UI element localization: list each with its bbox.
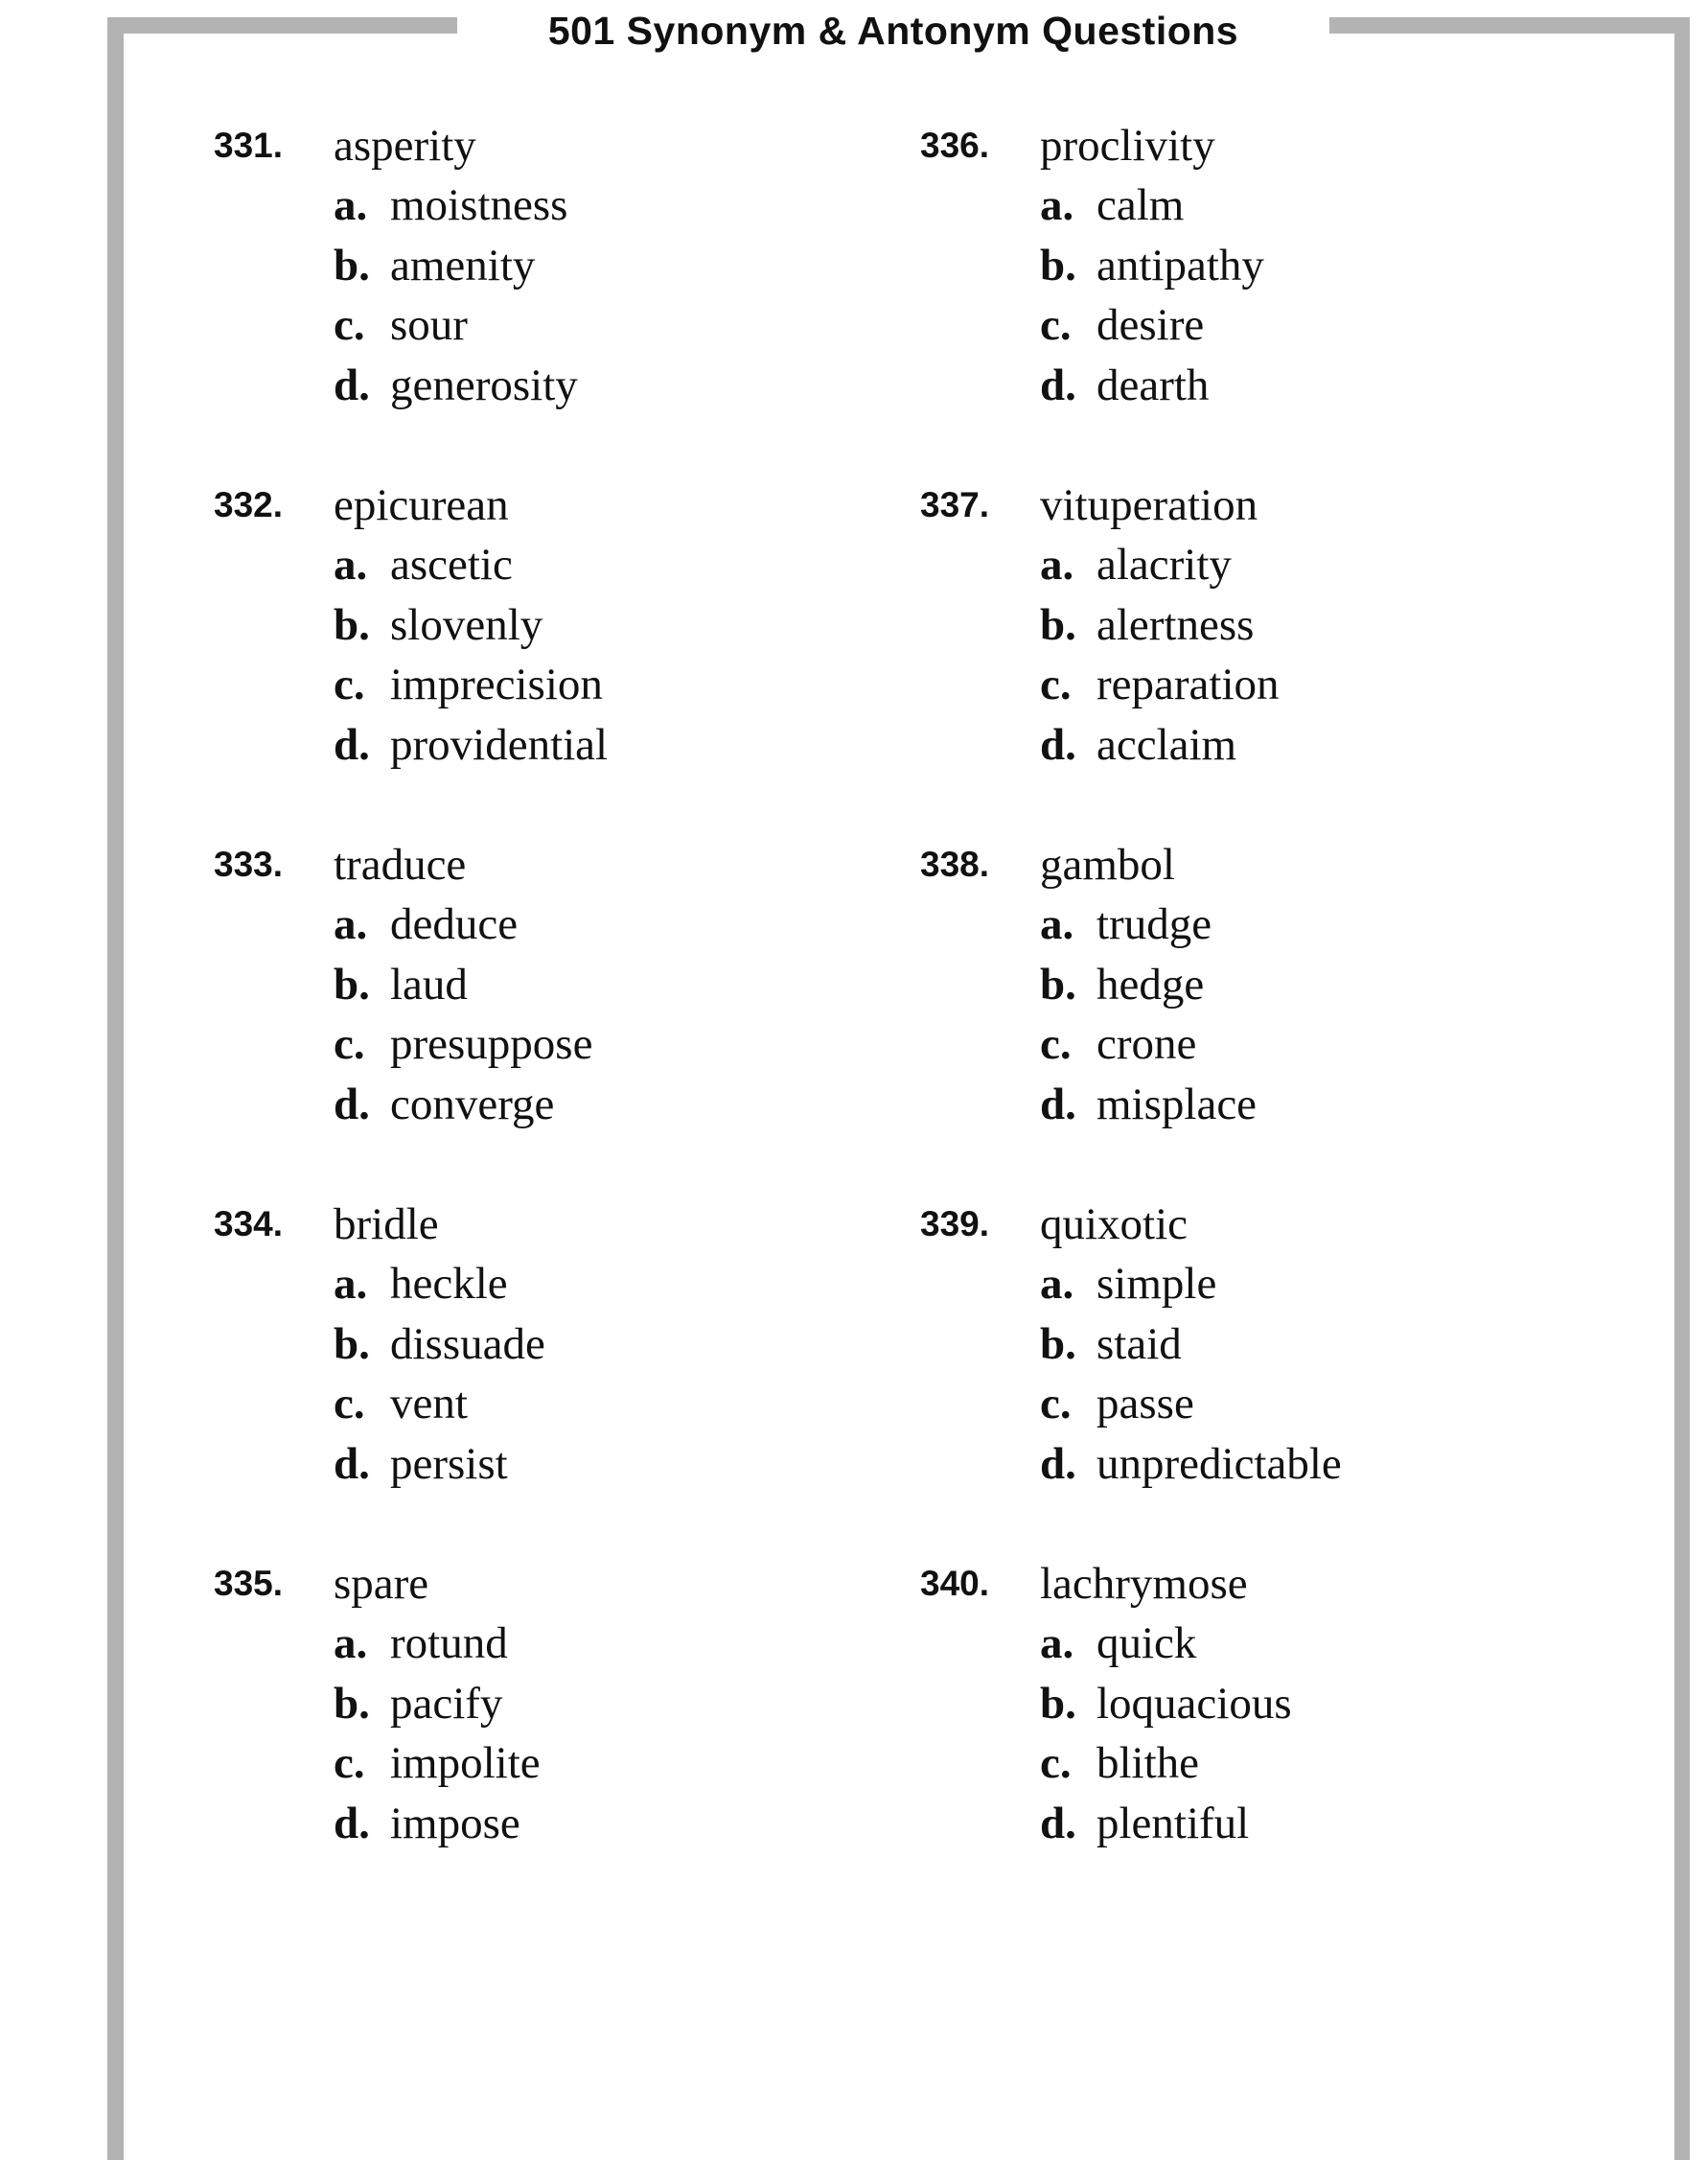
answer-choice <box>1040 1614 1292 1674</box>
choice-text: alacrity <box>1096 540 1232 590</box>
answer-choice <box>334 1434 545 1495</box>
choice-letter: d. <box>1040 360 1076 410</box>
answer-choice <box>334 655 608 715</box>
frame-top-left-bar <box>107 17 457 34</box>
choice-text: pacify <box>390 1678 503 1729</box>
answer-choice <box>334 295 578 356</box>
choice-letter: a. <box>334 899 368 949</box>
choice-text: laud <box>390 959 468 1010</box>
question-word: traduce <box>334 840 467 890</box>
choice-letter: c. <box>334 1019 365 1069</box>
question-number: 339. <box>920 1204 990 1243</box>
choice-letter: d. <box>334 1798 370 1848</box>
choice-letter: b. <box>334 599 370 650</box>
choice-list <box>1040 1614 1292 1853</box>
choice-text: imprecision <box>390 660 603 709</box>
choice-letter: b. <box>1040 959 1076 1010</box>
choice-list <box>334 894 592 1134</box>
question-number: 336. <box>920 126 990 165</box>
choice-text: plentiful <box>1096 1798 1250 1848</box>
answer-choice <box>1040 955 1257 1015</box>
answer-choice <box>1040 236 1264 296</box>
choice-text: sour <box>390 300 468 350</box>
answer-choice <box>334 1014 592 1075</box>
choice-list <box>334 1254 545 1494</box>
answer-choice <box>1040 295 1264 356</box>
question-word: lachrymose <box>1040 1559 1248 1609</box>
choice-text: impose <box>390 1798 520 1848</box>
choice-text: reparation <box>1096 660 1280 709</box>
answer-choice <box>334 535 608 595</box>
question-number: 335. <box>214 1564 284 1603</box>
choice-letter: d. <box>1040 1079 1076 1129</box>
answer-choice <box>334 356 578 416</box>
answer-choice <box>334 955 592 1015</box>
choice-text: hedge <box>1096 959 1205 1010</box>
answer-choice <box>1040 1434 1342 1495</box>
answer-choice <box>1040 894 1257 955</box>
answer-choice <box>1040 1674 1292 1734</box>
answer-choice <box>1040 535 1280 595</box>
choice-letter: b. <box>1040 1678 1076 1729</box>
question-number: 340. <box>920 1564 990 1603</box>
choice-letter: c. <box>1040 660 1072 709</box>
choice-list <box>334 535 608 775</box>
choice-letter: b. <box>334 1318 370 1369</box>
choice-letter: d. <box>1040 1438 1076 1489</box>
choice-letter: b. <box>334 959 370 1010</box>
choice-letter: c. <box>334 1738 365 1788</box>
choice-letter: b. <box>334 240 370 290</box>
choice-text: simple <box>1096 1259 1217 1309</box>
answer-choice <box>1040 655 1280 715</box>
choice-text: misplace <box>1096 1079 1258 1129</box>
choice-letter: d. <box>334 1438 370 1489</box>
answer-choice <box>334 894 592 955</box>
choice-text: dearth <box>1096 360 1210 410</box>
answer-choice <box>334 715 608 776</box>
choice-text: unpredictable <box>1096 1438 1342 1489</box>
question-number: 332. <box>214 485 284 524</box>
answer-choice <box>1040 715 1280 776</box>
choice-letter: c. <box>1040 1738 1072 1788</box>
question-word: bridle <box>334 1199 439 1249</box>
choice-letter: d. <box>1040 719 1076 770</box>
choice-list <box>1040 1254 1342 1494</box>
answer-choice <box>1040 595 1280 656</box>
question-number: 338. <box>920 845 990 884</box>
answer-choice <box>334 1794 541 1854</box>
answer-choice <box>334 1733 541 1794</box>
question-number: 333. <box>214 845 284 884</box>
choice-letter: c. <box>334 660 365 709</box>
question-word: epicurean <box>334 480 509 530</box>
choice-letter: b. <box>334 1678 370 1729</box>
question-word: vituperation <box>1040 480 1258 530</box>
choice-text: crone <box>1096 1019 1197 1069</box>
answer-choice <box>1040 1254 1342 1314</box>
choice-letter: a. <box>1040 1618 1074 1668</box>
question-number: 334. <box>214 1204 284 1243</box>
choice-text: acclaim <box>1096 719 1237 770</box>
choice-letter: a. <box>334 540 368 590</box>
choice-text: presuppose <box>390 1019 593 1069</box>
question-word: asperity <box>334 121 476 171</box>
answer-choice <box>334 1374 545 1434</box>
page-header-title: 501 Synonym & Antonym Questions <box>547 9 1239 53</box>
choice-letter: d. <box>1040 1798 1076 1848</box>
choice-letter: b. <box>1040 240 1076 290</box>
answer-choice <box>1040 175 1264 236</box>
choice-text: moistness <box>390 180 568 230</box>
choice-letter: c. <box>1040 300 1072 350</box>
answer-choice <box>1040 1014 1257 1075</box>
choice-letter: d. <box>334 1079 370 1129</box>
choice-text: staid <box>1096 1318 1182 1369</box>
choice-text: dissuade <box>390 1318 545 1369</box>
answer-choice <box>1040 1794 1292 1854</box>
choice-letter: d. <box>334 360 370 410</box>
question-word: proclivity <box>1040 121 1215 171</box>
choice-text: alertness <box>1096 599 1255 650</box>
choice-letter: a. <box>334 1618 368 1668</box>
question-number: 331. <box>214 126 284 165</box>
choice-letter: c. <box>1040 1019 1072 1069</box>
answer-choice <box>1040 1374 1342 1434</box>
choice-text: antipathy <box>1096 240 1264 290</box>
answer-choice <box>1040 1075 1257 1135</box>
frame-right-bar <box>1674 21 1690 2160</box>
choice-letter: d. <box>334 719 370 770</box>
choice-letter: c. <box>1040 1379 1072 1428</box>
choice-letter: a. <box>1040 180 1074 230</box>
choice-text: vent <box>390 1379 468 1428</box>
choice-list <box>334 1614 541 1853</box>
choice-text: rotund <box>390 1618 508 1668</box>
choice-list <box>1040 175 1264 415</box>
frame-left-bar <box>107 21 124 2160</box>
choice-letter: b. <box>1040 599 1076 650</box>
answer-choice <box>1040 1314 1342 1375</box>
choice-letter: a. <box>334 1259 368 1309</box>
answer-choice <box>334 1674 541 1734</box>
choice-letter: b. <box>1040 1318 1076 1369</box>
choice-text: desire <box>1096 300 1205 350</box>
choice-text: quick <box>1096 1618 1197 1668</box>
answer-choice <box>1040 1733 1292 1794</box>
choice-letter: a. <box>1040 540 1074 590</box>
choice-text: converge <box>390 1079 555 1129</box>
choice-text: passe <box>1096 1379 1194 1428</box>
choice-text: blithe <box>1096 1738 1200 1788</box>
choice-text: persist <box>390 1438 508 1489</box>
choice-text: loquacious <box>1096 1678 1292 1729</box>
choice-text: providential <box>390 719 609 770</box>
choice-text: amenity <box>390 240 536 290</box>
answer-choice <box>1040 356 1264 416</box>
choice-letter: a. <box>1040 1259 1074 1309</box>
choice-text: heckle <box>390 1259 508 1309</box>
question-number: 337. <box>920 485 990 524</box>
choice-list <box>1040 535 1280 775</box>
choice-text: deduce <box>390 899 519 949</box>
choice-list <box>1040 894 1257 1134</box>
choice-list <box>334 175 578 415</box>
answer-choice <box>334 175 578 236</box>
answer-choice <box>334 595 608 656</box>
choice-text: calm <box>1096 180 1185 230</box>
answer-choice <box>334 1075 592 1135</box>
answer-choice <box>334 1254 545 1314</box>
question-word: quixotic <box>1040 1199 1189 1249</box>
choice-text: ascetic <box>390 540 513 590</box>
choice-letter: c. <box>334 300 365 350</box>
choice-letter: a. <box>334 180 368 230</box>
answer-choice <box>334 236 578 296</box>
question-word: gambol <box>1040 840 1175 890</box>
choice-text: generosity <box>390 360 578 410</box>
question-word: spare <box>334 1559 429 1609</box>
choice-letter: a. <box>1040 899 1074 949</box>
choice-text: impolite <box>390 1738 541 1788</box>
choice-text: slovenly <box>390 599 543 650</box>
frame-top-right-bar <box>1329 17 1690 34</box>
answer-choice <box>334 1614 541 1674</box>
choice-text: trudge <box>1096 899 1212 949</box>
choice-letter: c. <box>334 1379 365 1428</box>
answer-choice <box>334 1314 545 1375</box>
